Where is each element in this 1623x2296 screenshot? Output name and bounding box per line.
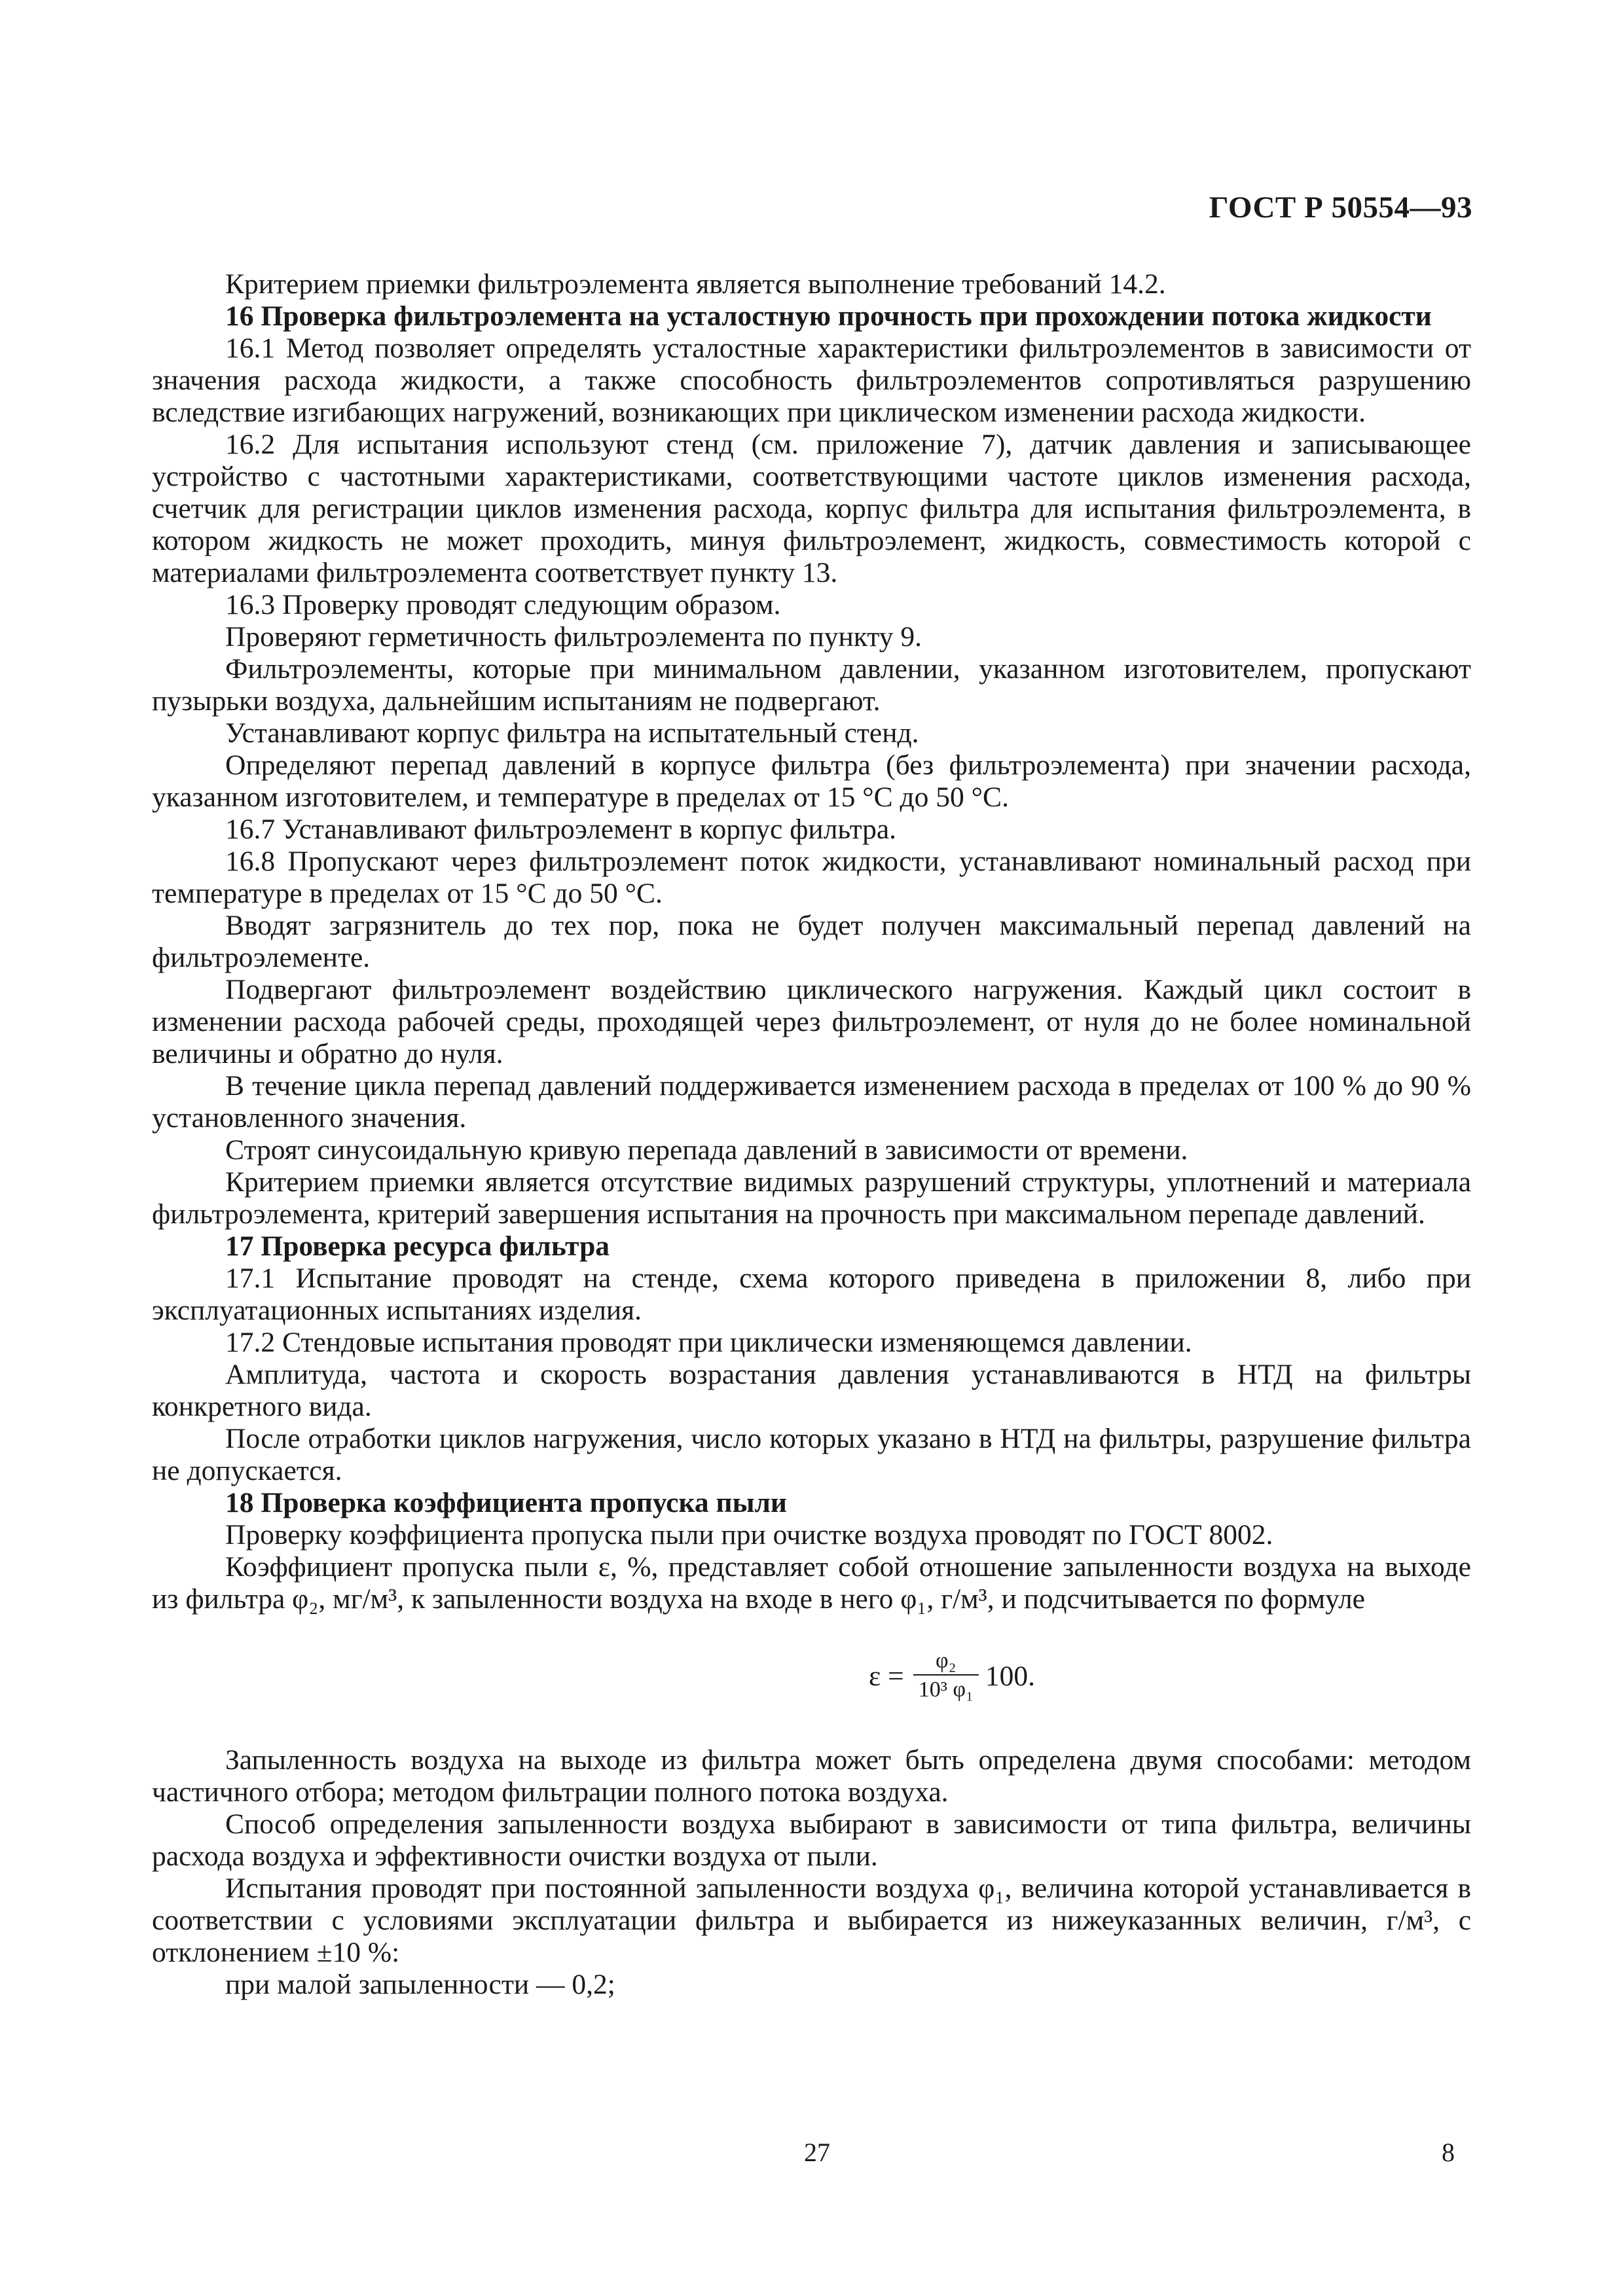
paragraph: 17.1 Испытание проводят на стенде, схема которого приведена в приложении 8, либо при эксплуатационных испытаниях изделия. — [152, 1263, 1471, 1326]
paragraph: Способ определения запыленности воздуха выбирают в зависимости от типа фильтра, величины расхода воздуха и эффективности очистки воздуха от пыли. — [152, 1808, 1471, 1872]
paragraph: После отработки циклов нагружения, число которых указано в НТД на фильтры, разрушение фильтра не допускается. — [152, 1423, 1471, 1486]
paragraphs-after-formula — [152, 1744, 1471, 2001]
page-number: 27 — [804, 2138, 830, 2167]
section-heading: 16 Проверка фильтроэлемента на усталостную прочность при прохождении потока жидкости — [225, 300, 1432, 332]
paragraph: Проверку коэффициента пропуска пыли при очистке воздуха проводят по ГОСТ 8002. — [225, 1519, 1273, 1551]
section-heading: 18 Проверка коэффициента пропуска пыли — [225, 1487, 787, 1518]
paragraph: при малой запыленности — 0,2; — [225, 1969, 615, 2000]
document-body — [152, 268, 1471, 2001]
formula-fraction — [913, 1648, 979, 1704]
formula-block — [152, 1628, 1471, 1736]
paragraph: В течение цикла перепад давлений поддерживается изменением расхода в пределах от 100 % до 90 % установленного значения. — [152, 1070, 1471, 1134]
paragraph: Устанавливают корпус фильтра на испытательный стенд. — [225, 717, 919, 749]
paragraph: Вводят загрязнитель до тех пор, пока не будет получен максимальный перепад давлений на фильтроэлементе. — [152, 910, 1471, 973]
formula-factor: 100. — [985, 1660, 1035, 1692]
paragraph: Определяют перепад давлений в корпусе фильтра (без фильтроэлемента) при значении расхода, указанном изготовителем, и температуре в пределах от 15 °С до 50 °С. — [152, 749, 1471, 813]
paragraph: Критерием приемки фильтроэлемента является выполнение требований 14.2. — [225, 268, 1166, 300]
formula-lhs: ε = — [869, 1660, 904, 1692]
sheet-number: 8 — [1442, 2138, 1455, 2167]
paragraph: 17.2 Стендовые испытания проводят при циклически изменяющемся давлении. — [225, 1327, 1192, 1358]
paragraph: Испытания проводят при постоянной запыленности воздуха φ₁, величина которой устанавливается в соответствии с условиями эксплуатации фильтра и выбирается из нижеуказанных величин, г/м³, с отклонением ±10 %: — [152, 1873, 1471, 1968]
paragraph: 16.2 Для испытания используют стенд (см. приложение 7), датчик давления и записывающее устройство с частотными характеристиками, соответствующими частоте циклов изменения расхода, счетчик для регистрации циклов изменения расхода, корпус фильтра для испытания фильтроэлемента, в котором жидкость не может проходить, минуя фильтроэлемент, жидкость, совместимость которой с материалами фильтроэлемента соответствует пункту 13. — [152, 429, 1471, 588]
paragraph: Строят синусоидальную кривую перепада давлений в зависимости от времени. — [225, 1134, 1188, 1166]
paragraph: 16.3 Проверку проводят следующим образом. — [225, 589, 781, 620]
formula-numerator: φ₂ — [936, 1649, 957, 1673]
paragraph: Фильтроэлементы, которые при минимальном давлении, указанном изготовителем, пропускают пузырьки воздуха, дальнейшим испытаниям не подвергают. — [152, 653, 1471, 717]
paragraph: Коэффициент пропуска пыли ε, %, представляет собой отношение запыленности воздуха на выходе из фильтра φ₂, мг/м³, к запыленности воздуха на входе в него φ₁, г/м³, и подсчитывается по формуле — [152, 1551, 1471, 1615]
formula — [869, 1648, 1035, 1704]
paragraph: Запыленность воздуха на выходе из фильтра может быть определена двумя способами: методом частичного отбора; методом фильтрации полного потока воздуха. — [152, 1744, 1471, 1808]
paragraph: 16.1 Метод позволяет определять усталостные характеристики фильтроэлементов в зависимости от значения расхода жидкости, а также способность фильтроэлементов сопротивляться разрушению вследствие изгибающих нагружений, возникающих при циклическом изменении расхода жидкости. — [152, 332, 1471, 428]
paragraph: Подвергают фильтроэлемент воздействию циклического нагружения. Каждый цикл состоит в изменении расхода рабочей среды, проходящей через фильтроэлемент, от нуля до не более номинальной величины и обратно до нуля. — [152, 974, 1471, 1069]
paragraph: Критерием приемки является отсутствие видимых разрушений структуры, уплотнений и материала фильтроэлемента, критерий завершения испытания на прочность при максимальном перепаде давлений. — [152, 1166, 1471, 1230]
formula-denominator: 10³ φ₁ — [918, 1677, 974, 1702]
paragraph: Проверяют герметичность фильтроэлемента по пункту 9. — [225, 621, 922, 653]
paragraph: Амплитуда, частота и скорость возрастания давления устанавливаются в НТД на фильтры конкретного вида. — [152, 1359, 1471, 1422]
paragraph: 16.8 Пропускают через фильтроэлемент поток жидкости, устанавливают номинальный расход при температуре в пределах от 15 °С до 50 °С. — [152, 846, 1471, 909]
paragraph: 16.7 Устанавливают фильтроэлемент в корпус фильтра. — [225, 814, 897, 845]
paragraphs-before-formula — [152, 268, 1471, 1615]
document-header: ГОСТ Р 50554—93 — [1209, 190, 1472, 224]
section-heading: 17 Проверка ресурса фильтра — [225, 1230, 610, 1262]
